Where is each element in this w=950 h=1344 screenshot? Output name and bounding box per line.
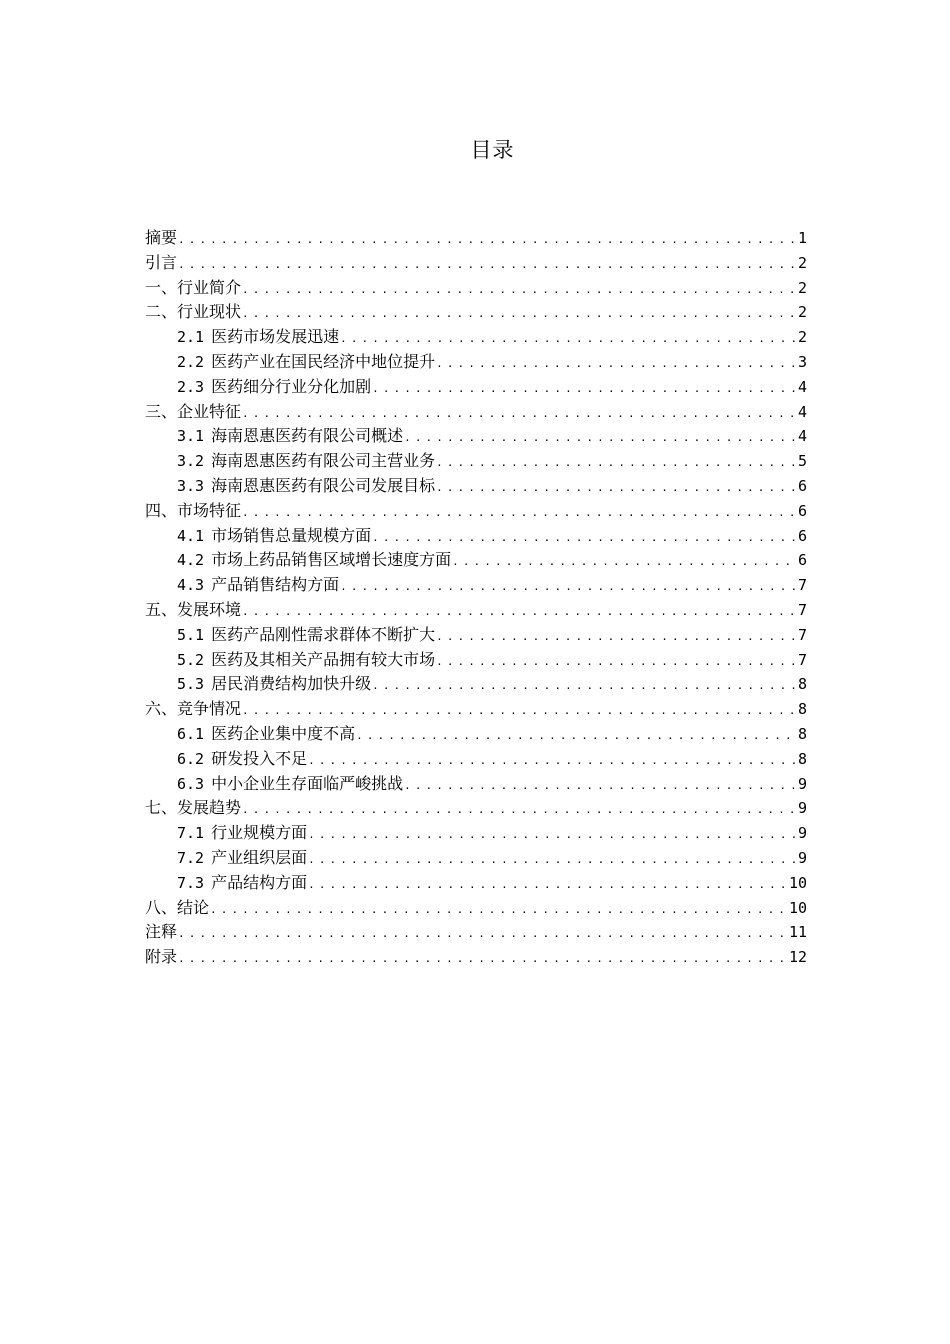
toc-entry-label	[145, 598, 241, 623]
toc-entry[interactable]	[145, 623, 807, 648]
toc-entry-text: 三、企业特征	[145, 401, 242, 421]
table-of-contents	[145, 226, 807, 970]
toc-entry-text: 一、行业简介	[145, 277, 242, 297]
toc-entry[interactable]	[145, 400, 807, 425]
toc-entry-label	[177, 524, 371, 549]
toc-entry-text: 医药产品刚性需求群体不断扩大	[211, 624, 436, 644]
toc-entry-label	[177, 648, 435, 673]
toc-entry[interactable]	[145, 524, 807, 549]
toc-entry-text: 产品结构方面	[211, 872, 308, 892]
toc-page-number: 9	[797, 848, 807, 867]
toc-page-number: 6	[797, 501, 807, 520]
toc-entry-label	[177, 474, 435, 499]
dot-leader	[436, 476, 796, 501]
toc-entry-text: 市场销售总量规模方面	[211, 525, 372, 545]
dot-leader	[356, 724, 796, 749]
toc-page-number: 4	[797, 377, 807, 396]
toc-section-number: 4.2	[177, 551, 205, 570]
toc-entry-text: 七、发展趋势	[145, 798, 242, 818]
toc-entry-text: 四、市场特征	[145, 500, 242, 520]
toc-entry-label	[145, 276, 241, 301]
toc-page-number: 8	[797, 700, 807, 719]
toc-entry[interactable]	[145, 945, 807, 970]
toc-entry-text: 五、发展环境	[145, 599, 242, 619]
toc-entry[interactable]	[145, 548, 807, 573]
toc-page-number: 7	[797, 600, 807, 619]
toc-entry-text: 海南恩惠医药有限公司发展目标	[211, 475, 436, 495]
toc-entry[interactable]	[145, 226, 807, 251]
toc-entry-text: 引言	[145, 252, 178, 272]
toc-entry-label	[177, 747, 307, 772]
toc-entry[interactable]	[145, 598, 807, 623]
toc-page-number: 6	[797, 526, 807, 545]
toc-section-number: 3.2	[177, 452, 205, 471]
toc-section-number: 2.3	[177, 377, 205, 396]
toc-entry-label	[145, 920, 177, 945]
toc-section-number: 7.2	[177, 848, 205, 867]
toc-entry[interactable]	[145, 722, 807, 747]
toc-entry[interactable]	[145, 424, 807, 449]
toc-entry-label	[177, 350, 435, 375]
toc-entry-text: 海南恩惠医药有限公司主营业务	[211, 451, 436, 471]
dot-leader	[340, 575, 796, 600]
page-title: 目录	[470, 138, 515, 162]
toc-section-number: 6.1	[177, 724, 205, 743]
dot-leader	[242, 278, 796, 303]
toc-page-number: 6	[797, 551, 807, 570]
toc-entry-text: 产业组织层面	[211, 847, 308, 867]
toc-page-number: 7	[797, 576, 807, 595]
toc-page-number: 9	[797, 799, 807, 818]
toc-entry[interactable]	[145, 474, 807, 499]
toc-entry-label	[177, 424, 403, 449]
toc-entry[interactable]	[145, 821, 807, 846]
dot-leader	[372, 526, 796, 551]
dot-leader	[178, 947, 787, 972]
toc-entry[interactable]	[145, 697, 807, 722]
dot-leader	[308, 823, 796, 848]
toc-entry-text: 六、竞争情况	[145, 699, 242, 719]
toc-entry-text: 市场上药品销售区域增长速度方面	[211, 550, 452, 570]
dot-leader	[404, 426, 796, 451]
toc-entry-label	[177, 722, 355, 747]
toc-section-number: 5.3	[177, 675, 205, 694]
toc-entry[interactable]	[145, 772, 807, 797]
dot-leader	[242, 302, 796, 327]
toc-section-number: 7.1	[177, 824, 205, 843]
toc-section-number: 7.3	[177, 873, 205, 892]
toc-entry[interactable]	[145, 796, 807, 821]
toc-section-number: 5.1	[177, 625, 205, 644]
dot-leader	[308, 749, 796, 774]
toc-entry-label	[177, 821, 307, 846]
toc-entry[interactable]	[145, 573, 807, 598]
toc-entry[interactable]	[145, 276, 807, 301]
toc-entry[interactable]	[145, 325, 807, 350]
toc-entry-text: 海南恩惠医药有限公司概述	[211, 426, 404, 446]
toc-entry-label	[145, 896, 209, 921]
toc-entry-text: 医药及其相关产品拥有较大市场	[211, 649, 436, 669]
toc-entry-label	[177, 846, 307, 871]
toc-entry-label	[145, 945, 177, 970]
toc-entry-label	[177, 449, 435, 474]
toc-entry-label	[177, 672, 371, 697]
dot-leader	[178, 253, 796, 278]
dot-leader	[436, 650, 796, 675]
dot-leader	[242, 699, 796, 724]
toc-entry[interactable]	[145, 920, 807, 945]
toc-entry-text: 中小企业生存面临严峻挑战	[211, 773, 404, 793]
toc-entry-label	[177, 548, 451, 573]
dot-leader	[404, 774, 796, 799]
dot-leader	[436, 451, 796, 476]
toc-section-number: 4.3	[177, 576, 205, 595]
toc-page-number: 7	[797, 625, 807, 644]
toc-page-number: 4	[797, 427, 807, 446]
toc-entry-label	[145, 400, 241, 425]
toc-entry-label	[177, 573, 339, 598]
toc-entry-label	[145, 251, 177, 276]
toc-section-number: 2.1	[177, 328, 205, 347]
toc-entry-text: 行业规模方面	[211, 823, 308, 843]
toc-page-number: 2	[797, 328, 807, 347]
toc-entry[interactable]	[145, 300, 807, 325]
toc-entry-label	[177, 772, 403, 797]
toc-entry-text: 医药产业在国民经济中地位提升	[211, 351, 436, 371]
toc-page-number: 2	[797, 253, 807, 272]
toc-page-number: 2	[797, 278, 807, 297]
toc-entry[interactable]	[145, 747, 807, 772]
dot-leader	[210, 898, 787, 923]
toc-entry-text: 研发投入不足	[211, 748, 308, 768]
toc-page-number: 2	[797, 303, 807, 322]
toc-entry[interactable]	[145, 449, 807, 474]
toc-entry-text: 医药细分行业分化加剧	[211, 376, 372, 396]
toc-entry[interactable]	[145, 672, 807, 697]
toc-page-number: 3	[797, 352, 807, 371]
toc-page-number: 4	[797, 402, 807, 421]
dot-leader	[242, 798, 796, 823]
dot-leader	[436, 352, 796, 377]
dot-leader	[308, 873, 787, 898]
toc-entry[interactable]	[145, 846, 807, 871]
toc-page-number: 7	[797, 650, 807, 669]
toc-entry[interactable]	[145, 499, 807, 524]
toc-entry[interactable]	[145, 896, 807, 921]
toc-page-number: 8	[797, 749, 807, 768]
toc-entry[interactable]	[145, 251, 807, 276]
toc-entry-label	[177, 325, 339, 350]
toc-page-number: 9	[797, 774, 807, 793]
dot-leader	[178, 922, 787, 947]
toc-section-number: 2.2	[177, 352, 205, 371]
toc-entry-label	[145, 300, 241, 325]
toc-page-number: 11	[788, 923, 807, 942]
toc-page-number: 9	[797, 824, 807, 843]
toc-entry[interactable]	[145, 871, 807, 896]
dot-leader	[452, 550, 796, 575]
toc-section-number: 4.1	[177, 526, 205, 545]
dot-leader	[308, 848, 796, 873]
toc-entry[interactable]	[145, 375, 807, 400]
toc-entry-text: 附录	[145, 947, 178, 967]
toc-section-number: 6.2	[177, 749, 205, 768]
toc-section-number: 3.1	[177, 427, 205, 446]
toc-entry-label	[145, 226, 177, 251]
toc-entry-label	[177, 623, 435, 648]
toc-page-number: 5	[797, 452, 807, 471]
toc-page-number: 8	[797, 675, 807, 694]
toc-entry-label	[145, 499, 241, 524]
toc-entry-text: 居民消费结构加快升级	[211, 674, 372, 694]
dot-leader	[372, 377, 796, 402]
toc-page-number: 6	[797, 476, 807, 495]
toc-entry-text: 八、结论	[145, 897, 210, 917]
dot-leader	[242, 600, 796, 625]
toc-page-number: 12	[788, 948, 807, 967]
toc-page-number: 10	[788, 898, 807, 917]
toc-page-number: 8	[797, 724, 807, 743]
toc-entry-text: 注释	[145, 922, 178, 942]
dot-leader	[372, 674, 796, 699]
toc-entry-text: 产品销售结构方面	[211, 575, 340, 595]
toc-section-number: 6.3	[177, 774, 205, 793]
toc-entry-text: 医药市场发展迅速	[211, 327, 340, 347]
dot-leader	[178, 228, 796, 253]
toc-entry[interactable]	[145, 648, 807, 673]
dot-leader	[242, 402, 796, 427]
dot-leader	[340, 327, 796, 352]
toc-page-number: 1	[797, 229, 807, 247]
toc-entry-label	[145, 697, 241, 722]
toc-entry-text: 医药企业集中度不高	[211, 723, 356, 743]
toc-entry[interactable]	[145, 350, 807, 375]
toc-entry-label	[145, 796, 241, 821]
toc-section-number: 3.3	[177, 476, 205, 495]
toc-entry-text: 二、行业现状	[145, 302, 242, 322]
toc-entry-text: 摘要	[145, 228, 178, 247]
toc-page-number: 10	[788, 873, 807, 892]
toc-entry-label	[177, 871, 307, 896]
dot-leader	[242, 501, 796, 526]
dot-leader	[436, 625, 796, 650]
toc-section-number: 5.2	[177, 650, 205, 669]
toc-entry-label	[177, 375, 371, 400]
